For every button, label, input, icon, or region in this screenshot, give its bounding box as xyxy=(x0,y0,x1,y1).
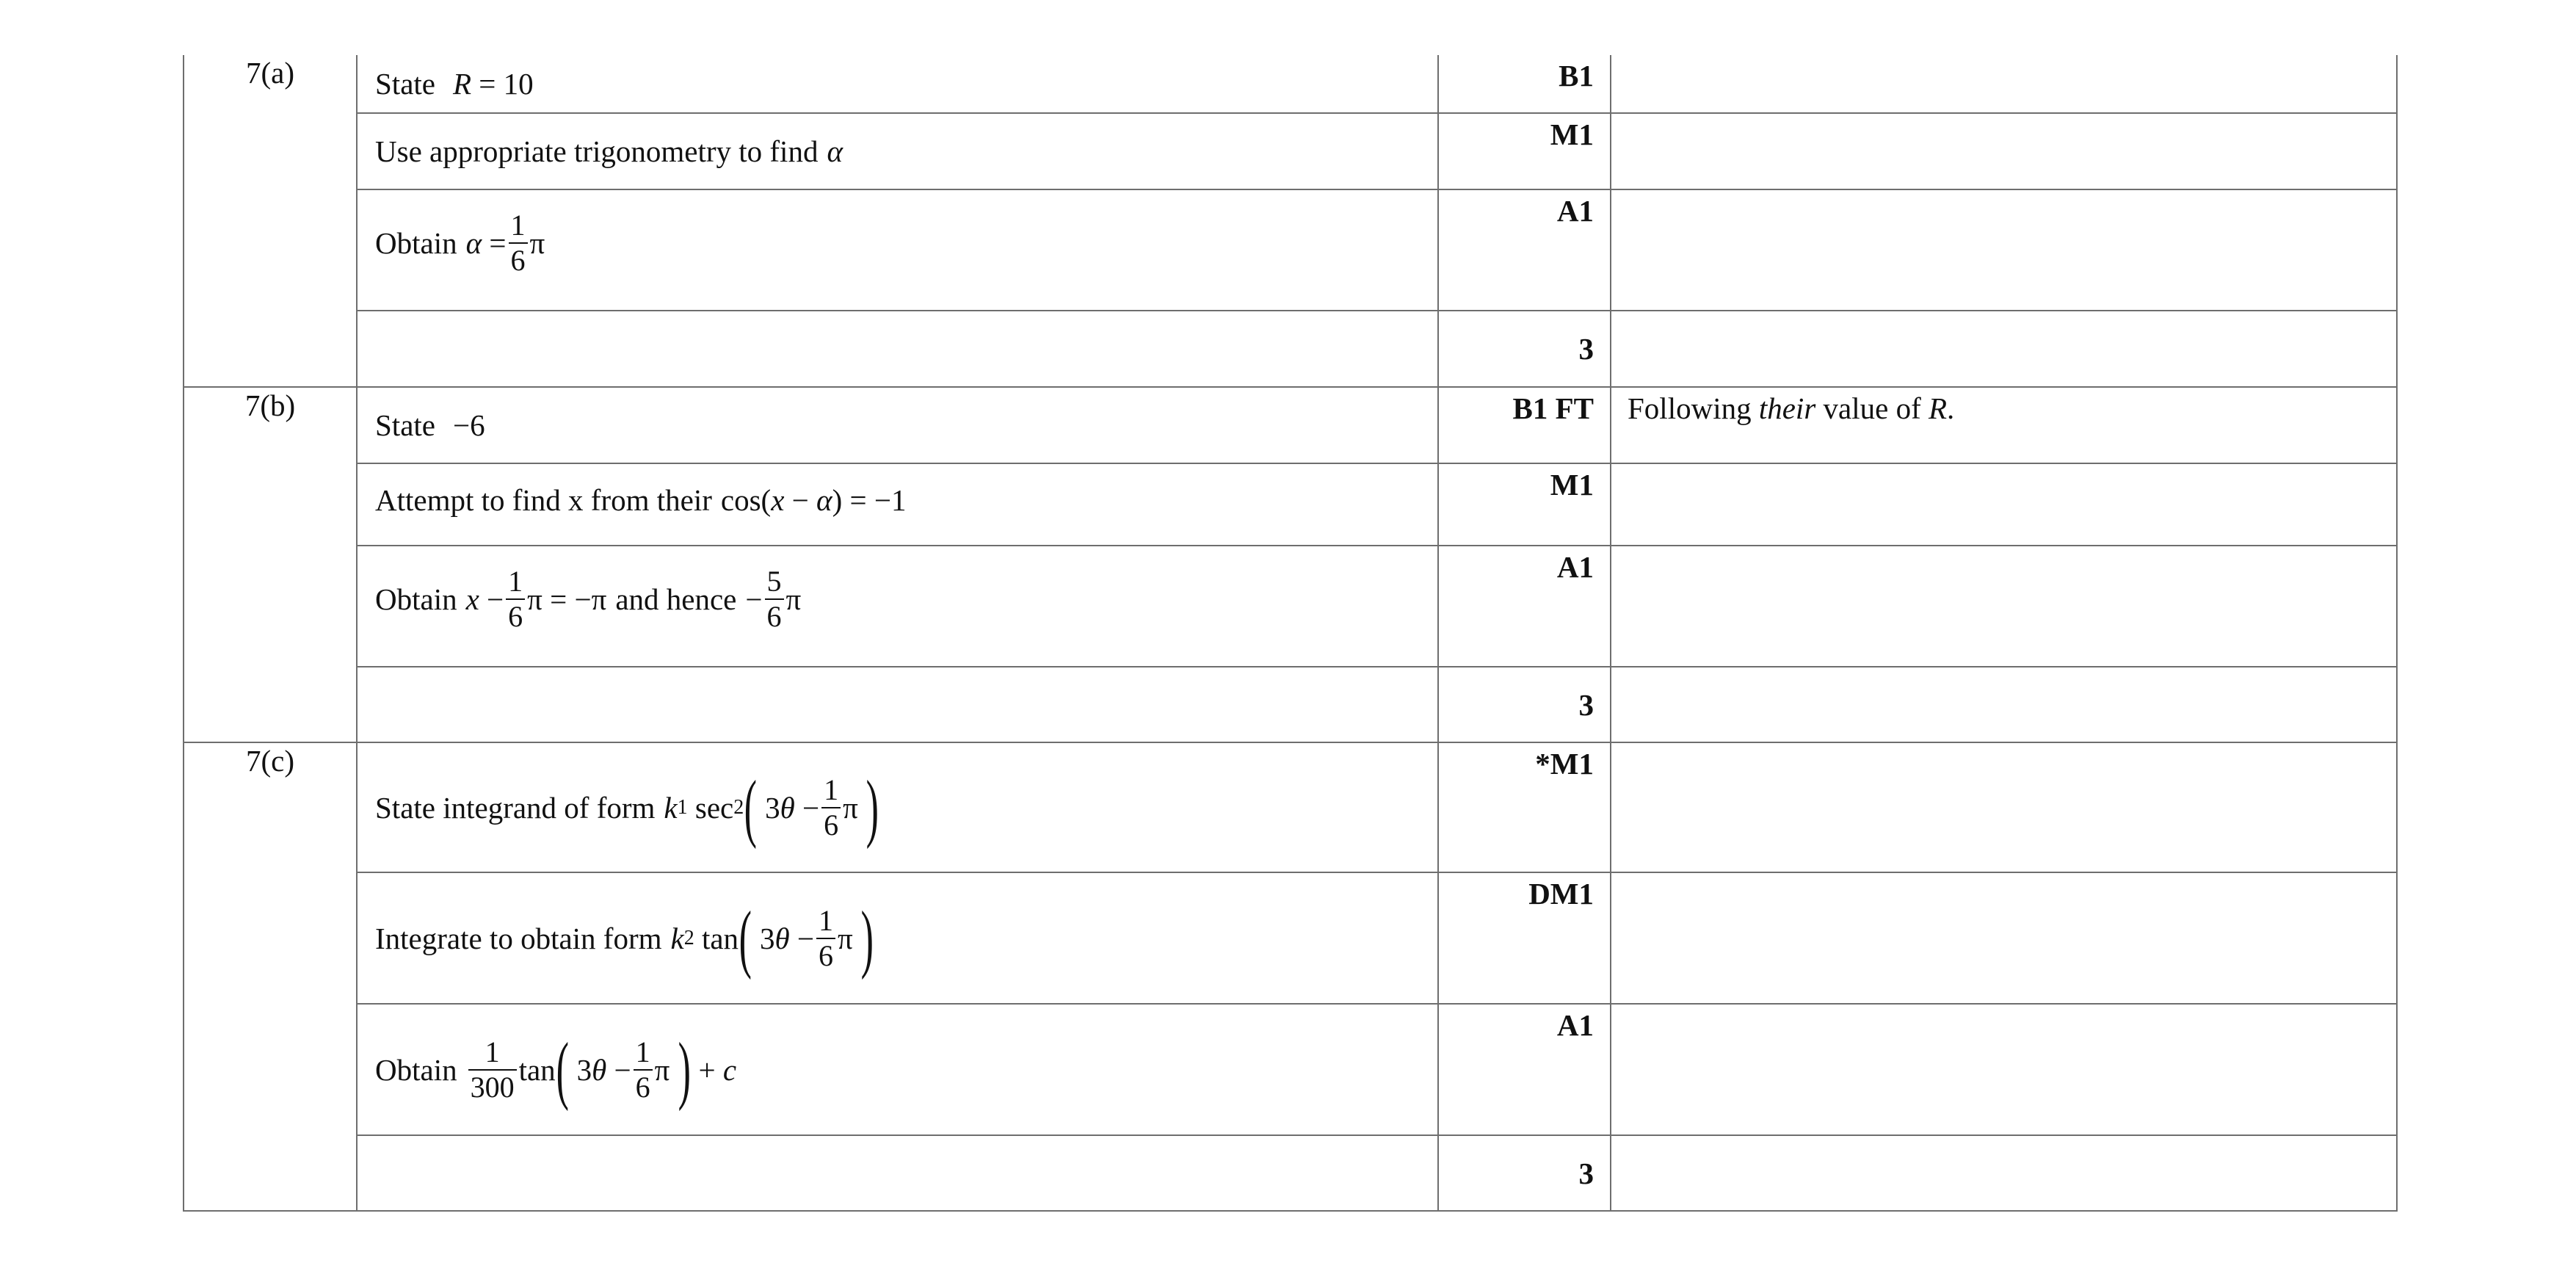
guidance-cell xyxy=(1611,1004,2397,1135)
guidance-cell xyxy=(1611,311,2397,387)
answer-text: Integrate to obtain form xyxy=(375,921,662,955)
mark-cell: M1 xyxy=(1438,463,1611,546)
table-row xyxy=(184,311,2397,387)
fraction: $\frac{1}{6}$ xyxy=(821,775,841,840)
answer-text: State xyxy=(375,408,435,442)
table-row xyxy=(184,742,2397,872)
answer-cell: Obtain $\frac{1}{300}$ tan ( 3 θ − $\frac{1}{6}$ π ) + c xyxy=(357,1004,1438,1135)
answer-text: State integrand of form xyxy=(375,790,656,825)
fraction: $\frac{5}{6}$ xyxy=(765,567,784,632)
mark-cell: A1 xyxy=(1438,189,1611,311)
answer-cell xyxy=(357,113,1438,189)
mark-scheme-table xyxy=(183,55,2398,1212)
question-number: 7(c) xyxy=(184,742,357,1211)
answer-cell: State integrand of form k 1 sec 2 ( 3 θ − $\frac{1}{6}$ π ) xyxy=(357,742,1438,872)
math-pi: π xyxy=(529,225,545,260)
guidance-cell xyxy=(1611,189,2397,311)
table-row xyxy=(184,667,2397,742)
table-row xyxy=(184,1135,2397,1211)
math-var-r: R xyxy=(452,66,472,101)
mark-cell: B1 xyxy=(1438,55,1611,113)
math-cos-suffix: ) = −1 xyxy=(832,483,907,517)
math-equals: = xyxy=(489,225,507,260)
mark-cell: *M1 xyxy=(1438,742,1611,872)
mark-cell: A1 xyxy=(1438,546,1611,667)
table-row xyxy=(184,546,2397,667)
table-row xyxy=(184,1004,2397,1135)
table-row xyxy=(184,872,2397,1004)
table-row xyxy=(184,387,2397,463)
mark-total: 3 xyxy=(1438,311,1611,387)
question-number: 7(b) xyxy=(184,387,357,742)
answer-cell: Obtain x − $\frac{1}{6}$ π = −π and hence − $\frac{5}{6}$ π xyxy=(357,546,1438,667)
math-value: −6 xyxy=(452,408,485,442)
table-row xyxy=(184,113,2397,189)
answer-cell: Integrate to obtain form k 2 tan ( 3 θ − $\frac{1}{6}$ π ) xyxy=(357,872,1438,1004)
answer-cell xyxy=(357,55,1438,113)
answer-cell: Attempt to find x from their cos( x − α ) = −1 xyxy=(357,463,1438,546)
guidance-cell xyxy=(1611,742,2397,872)
answer-cell xyxy=(357,311,1438,387)
math-value: 10 xyxy=(503,66,534,101)
fraction: $\frac{1}{6}$ xyxy=(509,211,528,275)
table-row xyxy=(184,463,2397,546)
guidance-cell xyxy=(1611,463,2397,546)
fraction: $\frac{1}{6}$ xyxy=(634,1038,653,1102)
answer-cell xyxy=(357,387,1438,463)
guidance-cell xyxy=(1611,55,2397,113)
fraction: $\frac{1}{6}$ xyxy=(506,567,525,632)
mark-cell: B1 FT xyxy=(1438,387,1611,463)
answer-text: Obtain xyxy=(375,225,457,260)
guidance-cell xyxy=(1611,872,2397,1004)
answer-text: Obtain xyxy=(375,582,457,616)
mark-cell: A1 xyxy=(1438,1004,1611,1135)
guidance-cell xyxy=(1611,113,2397,189)
mark-cell: M1 xyxy=(1438,113,1611,189)
guidance-cell xyxy=(1611,546,2397,667)
fraction: $\frac{1}{6}$ xyxy=(816,906,835,971)
math-alpha: α xyxy=(465,225,482,260)
answer-text: Obtain xyxy=(375,1052,457,1087)
table-row xyxy=(184,189,2397,311)
answer-text: Use appropriate trigonometry to find xyxy=(375,134,819,168)
answer-cell xyxy=(357,189,1438,311)
math-alpha: α xyxy=(827,134,843,168)
guidance-cell xyxy=(1611,667,2397,742)
answer-text: Attempt to find x from their xyxy=(375,483,712,517)
mark-cell: DM1 xyxy=(1438,872,1611,1004)
answer-text: State xyxy=(375,66,435,101)
question-number: 7(a) xyxy=(184,55,357,387)
mark-total: 3 xyxy=(1438,1135,1611,1211)
guidance-cell: Following their value of R. xyxy=(1611,387,2397,463)
math-equals: = xyxy=(479,66,496,101)
and-hence-text: and hence xyxy=(615,582,737,616)
answer-cell xyxy=(357,667,1438,742)
guidance-cell xyxy=(1611,1135,2397,1211)
table-row xyxy=(184,55,2397,113)
mark-total: 3 xyxy=(1438,667,1611,742)
math-cos-prefix: cos( xyxy=(720,483,772,517)
fraction: $\frac{1}{300}$ xyxy=(468,1038,517,1102)
answer-cell xyxy=(357,1135,1438,1211)
